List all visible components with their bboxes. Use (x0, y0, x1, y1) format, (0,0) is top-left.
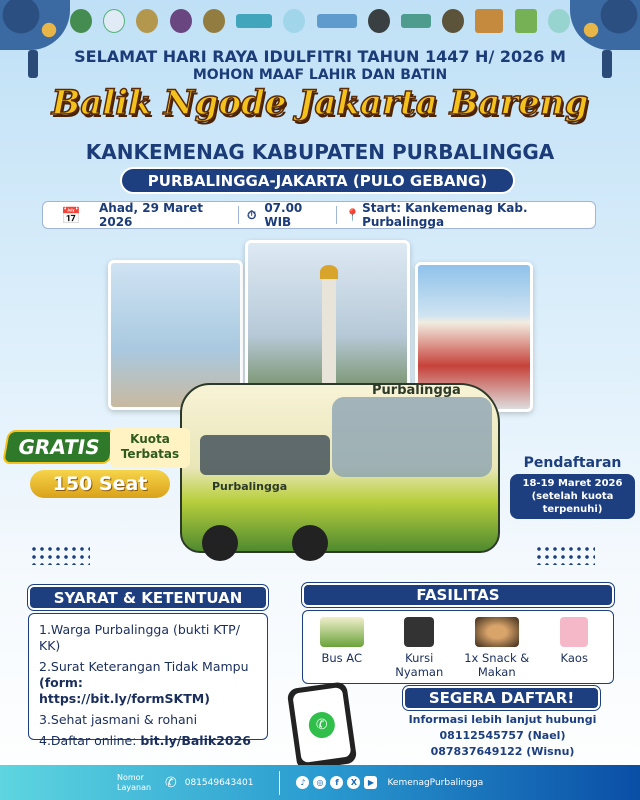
terms-item: 1.Warga Purbalingga (bukti KTP/ KK) (39, 622, 240, 653)
contact-phone[interactable]: 08112545757 (Nael) (439, 729, 566, 742)
clock-icon: ⏱ (246, 207, 257, 222)
dots-decoration (535, 545, 595, 565)
gratis-label: GRATIS (2, 430, 116, 464)
service-phone[interactable]: 081549643401 (184, 777, 254, 788)
event-start: Start: Kankemenag Kab. Purbalingga (362, 201, 528, 229)
greeting-line2: MOHON MAAF LAHIR DAN BATIN (192, 67, 448, 83)
facility-item: Bus AC (307, 617, 377, 683)
facilities-header: FASILITAS (302, 583, 614, 607)
logo (475, 9, 503, 33)
seat-count: 150 Seat (30, 470, 170, 498)
logo (368, 9, 390, 33)
free-badge (5, 418, 195, 502)
facility-item: 1x Snack & Makan (462, 617, 532, 683)
logo (70, 9, 92, 33)
logo (548, 9, 570, 33)
contact-info (395, 712, 610, 760)
bus-label: Purbalingga (372, 383, 461, 398)
location-pin-icon: 📍 (345, 208, 361, 222)
event-date: Ahad, 29 Maret 2026 (99, 201, 203, 229)
logo (317, 14, 357, 28)
terms-header: SYARAT & KETENTUAN (28, 585, 268, 610)
logo (283, 9, 305, 33)
terms-box (28, 613, 268, 748)
schedule-bar (42, 201, 596, 229)
logo (401, 14, 431, 28)
facility-item: Kursi Nyaman (384, 617, 454, 683)
event-time: 07.00 WIB (264, 201, 303, 229)
phone-illustration (287, 681, 358, 771)
registration-info (510, 455, 635, 519)
logo (203, 9, 225, 33)
ornament-left (0, 0, 70, 50)
ornament-right (570, 0, 640, 50)
registration-title: Pendaftaran (523, 455, 622, 471)
facebook-icon[interactable]: f (330, 776, 343, 789)
terms-item: 4.Daftar online: bit.ly/Balik2026 (39, 733, 251, 748)
contact-phone[interactable]: 087837649122 (Wisnu) (430, 745, 575, 758)
x-icon[interactable]: X (347, 776, 360, 789)
registration-note: (setelah kuota terpenuhi) (531, 491, 614, 515)
logo (236, 14, 272, 28)
logo (103, 9, 125, 33)
social-handle[interactable]: KemenagPurbalingga (387, 777, 484, 788)
register-now-banner: SEGERA DAFTAR! (403, 686, 600, 710)
greeting-line1: SELAMAT HARI RAYA IDULFITRI TAHUN 1447 H/ 2026 M (74, 47, 566, 66)
organizer-title: KANKEMENAG KABUPATEN PURBALINGGA (85, 140, 555, 164)
seat-icon (404, 617, 434, 647)
tiktok-icon[interactable]: ♪ (296, 776, 309, 789)
footer-bar (0, 765, 640, 800)
brand-title: Balik Ngode Jakarta Bareng (51, 83, 589, 123)
logo (515, 9, 537, 33)
facilities-box (302, 610, 614, 684)
whatsapp-icon: ✆ (307, 710, 336, 739)
bus-icon (320, 617, 364, 647)
quota-label: Kuota Terbatas (110, 428, 190, 468)
calendar-icon: 📅 (61, 205, 81, 225)
bus-side-label: Purbalingga (212, 480, 288, 493)
service-number-label: Nomor Layanan (117, 772, 152, 792)
terms-item: 2.Surat Keterangan Tidak Mampu (form: https://bit.ly/formSKTM) (39, 659, 249, 706)
facility-item: Kaos (539, 617, 609, 683)
food-icon (475, 617, 519, 647)
contact-info-label: Informasi lebih lanjut hubungi (408, 713, 597, 726)
dots-decoration (30, 545, 90, 565)
instagram-icon[interactable]: ◎ (313, 776, 326, 789)
logo (442, 9, 464, 33)
youtube-icon[interactable]: ▶ (364, 776, 377, 789)
terms-item: 3.Sehat jasmani & rohani (39, 712, 198, 727)
bus-illustration (180, 383, 500, 553)
logo (136, 9, 158, 33)
registration-link[interactable]: bit.ly/Balik2026 (140, 733, 251, 748)
route-banner: PURBALINGGA-JAKARTA (PULO GEBANG) (120, 167, 515, 194)
sponsor-logos (70, 6, 570, 36)
whatsapp-icon: ✆ (165, 774, 177, 791)
registration-dates: 18-19 Maret 2026 (522, 478, 623, 489)
logo (170, 9, 192, 33)
tshirt-icon (560, 617, 588, 647)
